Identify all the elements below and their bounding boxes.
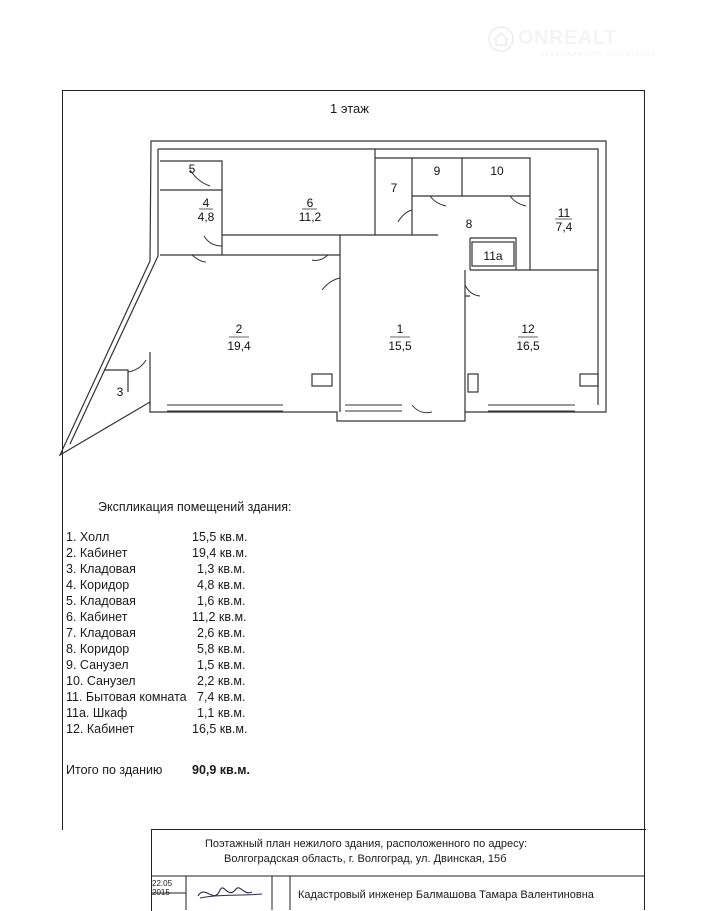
room-area: 5,8 кв.м. [197, 642, 246, 656]
room-9-number: 9 [433, 164, 441, 178]
room-8-number: 8 [465, 217, 473, 231]
date-stamp [152, 879, 172, 897]
door-room6 [312, 255, 328, 260]
room-2-area: 19,4 [227, 339, 251, 353]
room-name: 12. Кабинет [66, 722, 135, 736]
room-area: 11,2 кв.м. [192, 610, 247, 624]
room-name: 11. Бытовая комната [66, 690, 187, 704]
floor-title: 1 этаж [330, 101, 369, 116]
radiator-room2 [312, 374, 332, 386]
room-4-number: 4 [202, 196, 210, 210]
total-row [66, 763, 250, 777]
total-area: 90,9 кв.м. [192, 763, 250, 777]
room-11-number: 11 [557, 206, 571, 220]
room-area: 1,3 кв.м. [197, 562, 246, 576]
room-name: 6. Кабинет [66, 610, 128, 624]
room-area: 1,1 кв.м. [197, 706, 246, 720]
room-name: 3. Кладовая [66, 562, 136, 576]
room-name: 8. Коридор [66, 642, 130, 656]
watermark-brand: ONREALT [518, 27, 617, 49]
room-name: 7. Кладовая [66, 626, 136, 640]
wall-room6 [222, 149, 438, 412]
room-2-number: 2 [235, 322, 243, 336]
room-area: 2,6 кв.м. [197, 626, 246, 640]
window-room2 [167, 405, 283, 411]
room-name: 5. Кладовая [66, 594, 136, 608]
explication-title: Экспликация помещений здания: [98, 500, 292, 514]
wall-room3 [104, 352, 150, 405]
room-11a-number: 11а [483, 249, 503, 263]
room-area: 1,5 кв.м. [197, 658, 246, 672]
engineer-name: Кадастровый инженер Балмашова Тамара Валентиновна [298, 889, 594, 901]
outer-wall-inner [70, 149, 598, 444]
window-room1 [345, 405, 402, 411]
room-name: 10. Санузел [66, 674, 136, 688]
room-12-number: 12 [521, 322, 535, 336]
address-line-2: Волгоградская область, г. Волгоград, ул. Двинская, 15б [224, 853, 507, 865]
door-corridor [465, 285, 480, 296]
room-name: 11а. Шкаф [66, 706, 128, 720]
watermark-tagline: НЕДВИЖИМОСТЬ ВОЛГОГРАДА [540, 52, 656, 58]
date-year: 2015 [152, 888, 170, 897]
room-name: 9. Санузел [66, 658, 129, 672]
room-name: 2. Кабинет [66, 546, 128, 560]
room-area: 7,4 кв.м. [197, 690, 246, 704]
radiator-room12a [468, 374, 478, 392]
door-room1 [322, 278, 340, 290]
room-3-number: 3 [116, 385, 124, 399]
room-name: 4. Коридор [66, 578, 130, 592]
room-10-number: 10 [490, 164, 504, 178]
room-5-number: 5 [188, 162, 196, 176]
room-area: 15,5 кв.м. [192, 530, 248, 544]
door-room10 [510, 196, 526, 206]
room-1-number: 1 [396, 322, 404, 336]
radiator-room12b [580, 374, 598, 386]
door-entrance [412, 405, 432, 413]
door-room4 [204, 236, 222, 246]
room-area: 16,5 кв.м. [192, 722, 248, 736]
window-room12 [488, 405, 575, 411]
date-day-month: 22.05 [152, 879, 173, 888]
room-area: 1,6 кв.м. [197, 594, 246, 608]
outer-wall [60, 141, 606, 455]
door-room2 [192, 255, 206, 262]
door-room3 [128, 360, 146, 372]
room-6-area: 11,2 [298, 210, 322, 224]
address-line-1: Поэтажный план нежилого здания, расположенного по адресу: [205, 838, 528, 850]
room-6-number: 6 [306, 196, 314, 210]
room-7-number: 7 [390, 181, 398, 195]
room-4-area: 4,8 [197, 210, 215, 224]
room-area: 4,8 кв.м. [197, 578, 246, 592]
door-room7 [398, 210, 412, 222]
room-area: 2,2 кв.м. [197, 674, 246, 688]
room-12-area: 16,5 [516, 339, 540, 353]
room-1-area: 15,5 [388, 339, 412, 353]
room-name: 1. Холл [66, 530, 110, 544]
room-11-area: 7,4 [555, 220, 573, 234]
total-label: Итого по зданию [66, 763, 163, 777]
wall-room7-9 [375, 158, 462, 235]
room-area: 19,4 кв.м. [192, 546, 248, 560]
door-room9 [430, 196, 446, 206]
